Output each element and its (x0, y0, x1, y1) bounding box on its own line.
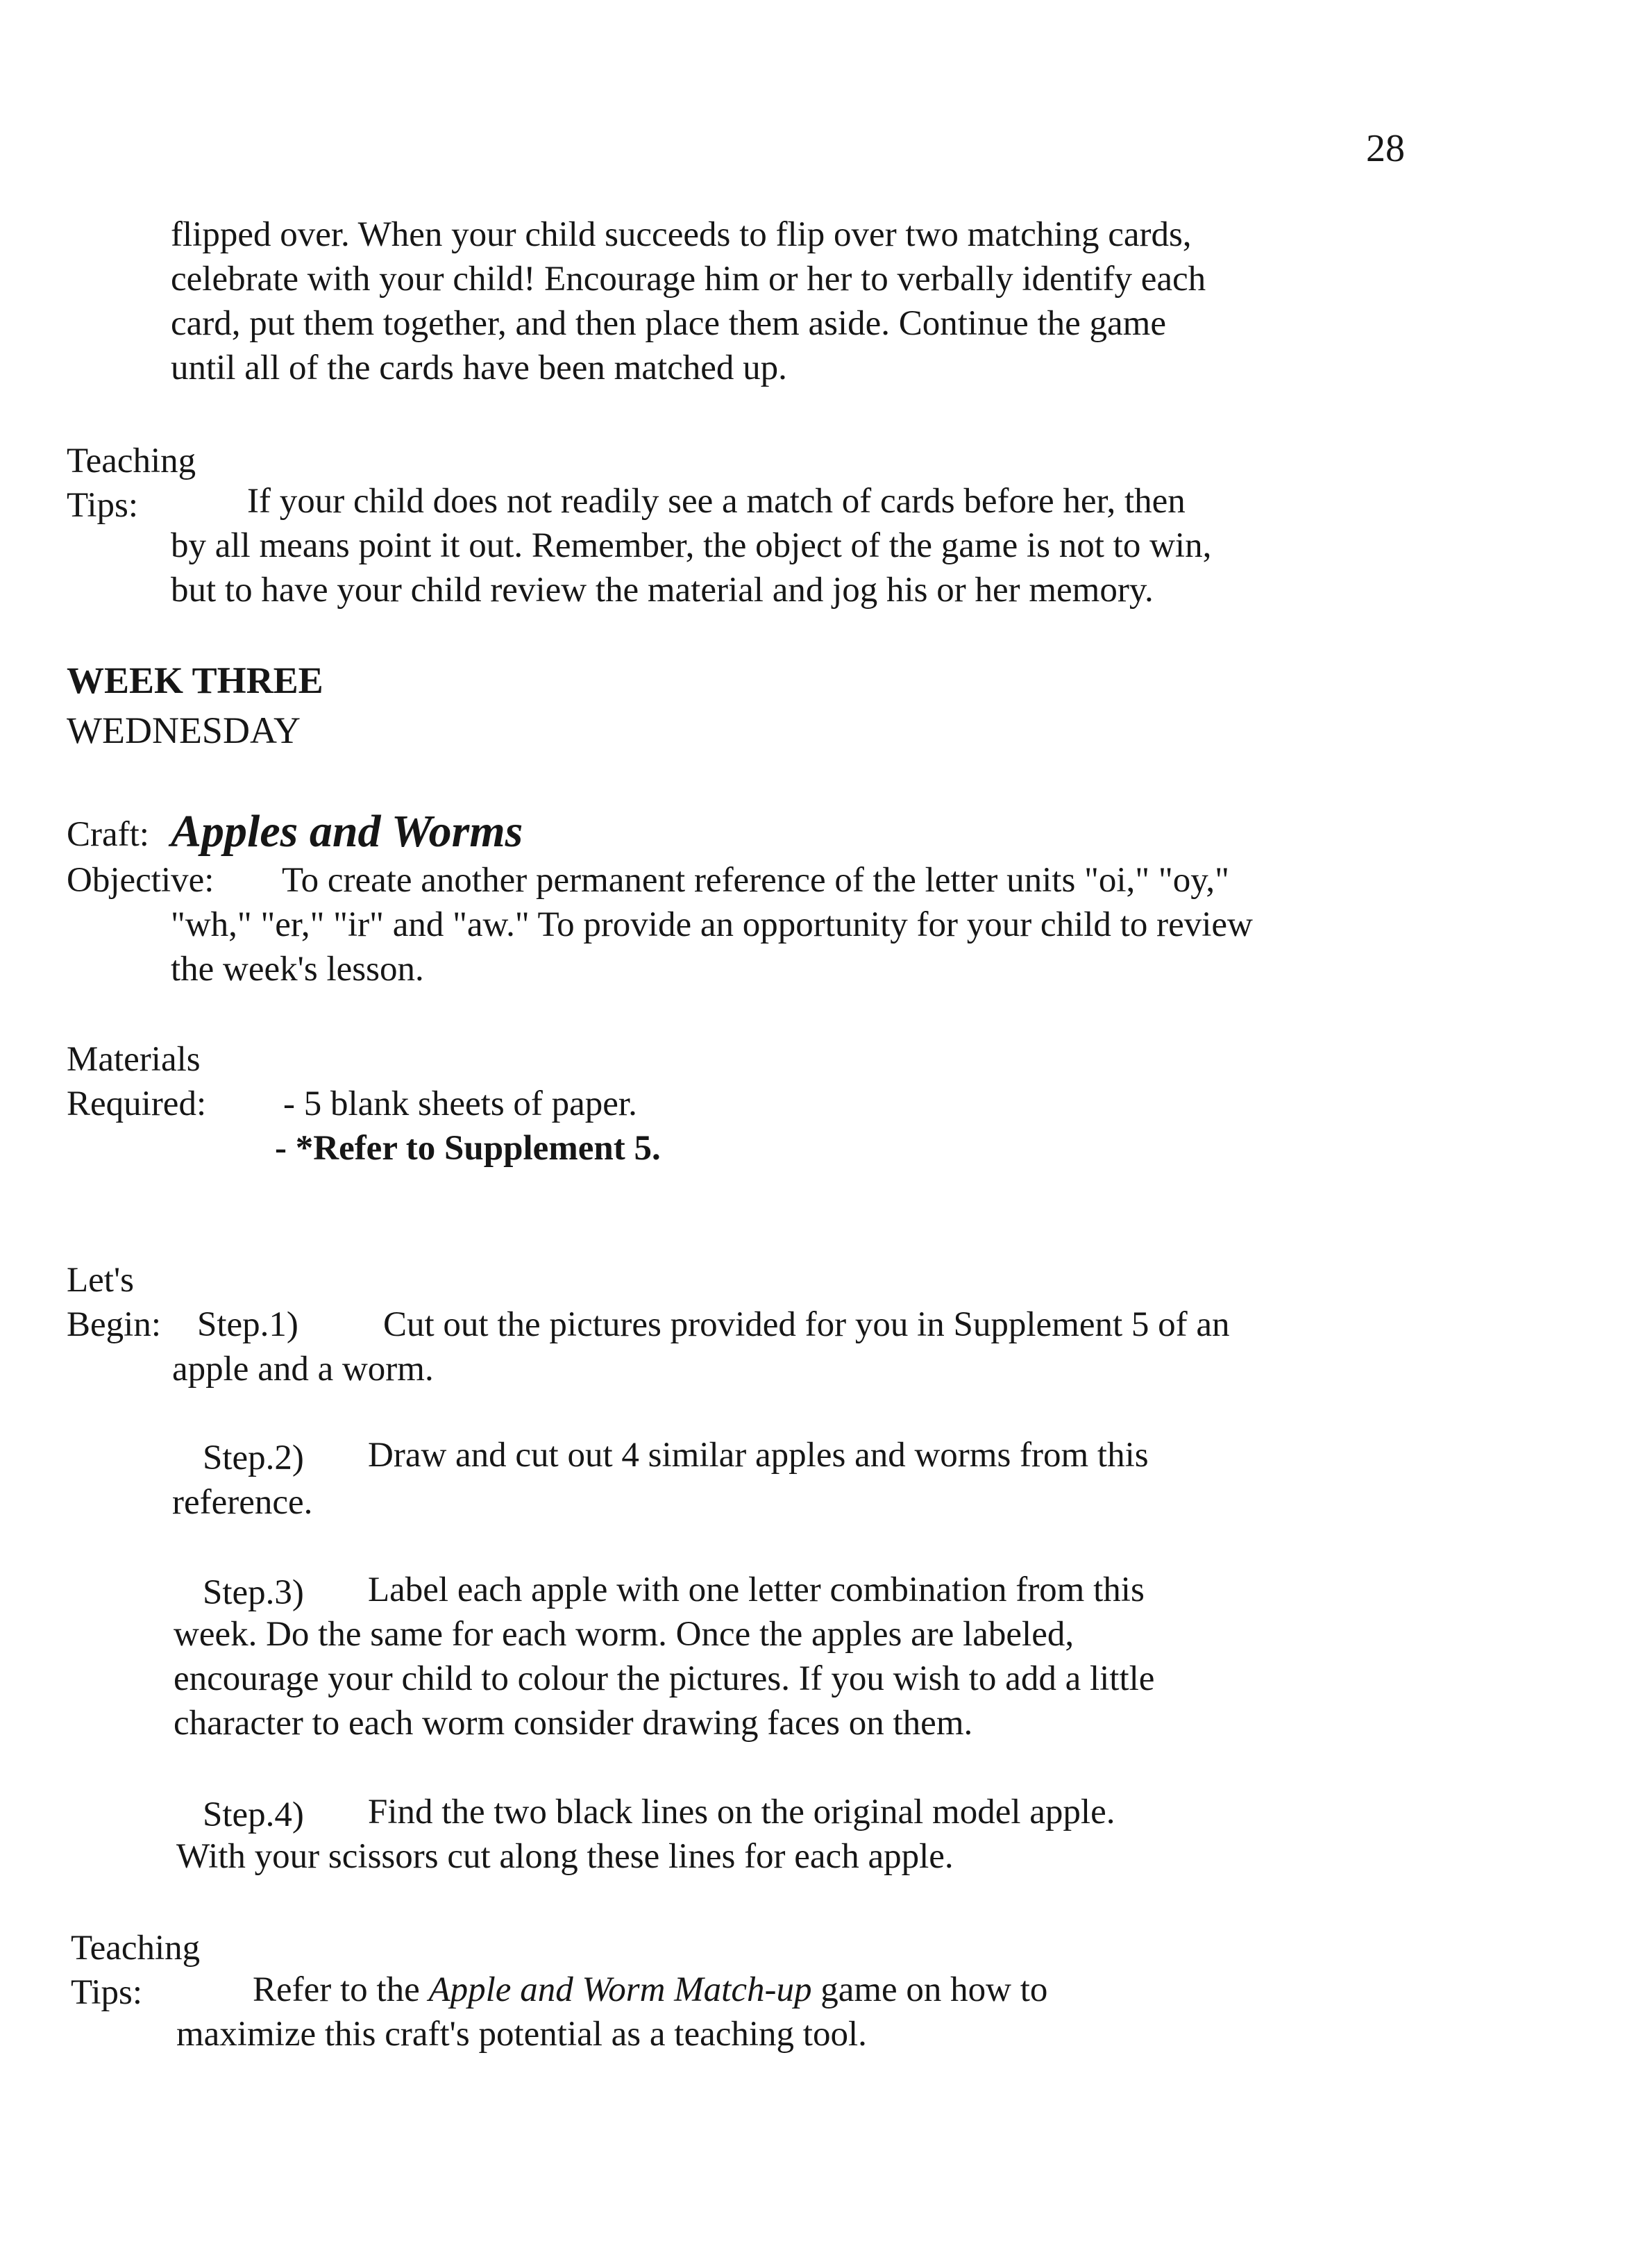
materials-item: - 5 blank sheets of paper. (283, 1084, 637, 1123)
teaching-tips-text: but to have your child review the material and jog his or her memory. (171, 571, 1154, 610)
step-number: Step.4) (203, 1795, 304, 1834)
step-text: Cut out the pictures provided for you in Supplement 5 of an (383, 1305, 1230, 1344)
materials-label: Required: (67, 1084, 207, 1123)
craft-label: Craft: (67, 815, 149, 854)
teaching-tips-label: Tips: (67, 486, 139, 525)
continuation-line: card, put them together, and then place them aside. Continue the game (171, 304, 1166, 343)
step-text: Label each apple with one letter combination from this (368, 1570, 1145, 1609)
game-title-reference: Apple and Worm Match-up (428, 1970, 812, 2009)
continuation-line: flipped over. When your child succeeds to flip over two matching cards, (171, 215, 1192, 254)
materials-label: Materials (67, 1040, 201, 1079)
teaching-tips-label: Teaching (71, 1929, 201, 1968)
continuation-line: until all of the cards have been matched up. (171, 349, 787, 387)
step-text: character to each worm consider drawing faces on them. (174, 1704, 973, 1743)
objective-text: To create another permanent reference of the letter units "oi," "oy," (282, 861, 1229, 900)
materials-item: - *Refer to Supplement 5. (275, 1129, 661, 1168)
step-text: apple and a worm. (172, 1350, 434, 1389)
tips-text-post: game on how to (811, 1970, 1048, 2009)
day-heading: WEDNESDAY (67, 710, 301, 751)
page-number: 28 (1366, 127, 1405, 170)
step-text: week. Do the same for each worm. Once the apples are labeled, (174, 1615, 1074, 1654)
teaching-tips-label: Tips: (71, 1973, 143, 2012)
continuation-line: celebrate with your child! Encourage him or her to verbally identify each (171, 260, 1206, 299)
week-heading: WEEK THREE (67, 660, 323, 701)
step-number: Step.1) (197, 1305, 298, 1344)
step-number: Step.2) (203, 1439, 304, 1477)
teaching-tips-text: If your child does not readily see a match of cards before her, then (247, 482, 1186, 521)
step-text: With your scissors cut along these lines for each apple. (176, 1837, 954, 1876)
objective-text: the week's lesson. (171, 950, 424, 989)
teaching-tips-text: maximize this craft's potential as a teaching tool. (176, 2015, 867, 2054)
step-text: encourage your child to colour the pictures. If you wish to add a little (174, 1659, 1155, 1698)
teaching-tips-text: by all means point it out. Remember, the object of the game is not to win, (171, 526, 1212, 565)
step-number: Step.3) (203, 1573, 304, 1612)
objective-text: "wh," "er," "ir" and "aw." To provide an opportunity for your child to review (171, 905, 1253, 944)
begin-label: Let's (67, 1261, 134, 1300)
step-text: reference. (172, 1483, 313, 1522)
objective-label: Objective: (67, 861, 214, 900)
craft-title: Apples and Worms (171, 806, 523, 857)
teaching-tips-text (253, 1968, 1047, 2012)
teaching-tips-label: Teaching (67, 442, 196, 480)
step-text: Draw and cut out 4 similar apples and worms from this (368, 1436, 1149, 1475)
step-text: Find the two black lines on the original model apple. (368, 1793, 1115, 1831)
begin-label: Begin: (67, 1305, 161, 1344)
tips-text-pre: Refer to the (253, 1970, 429, 2009)
